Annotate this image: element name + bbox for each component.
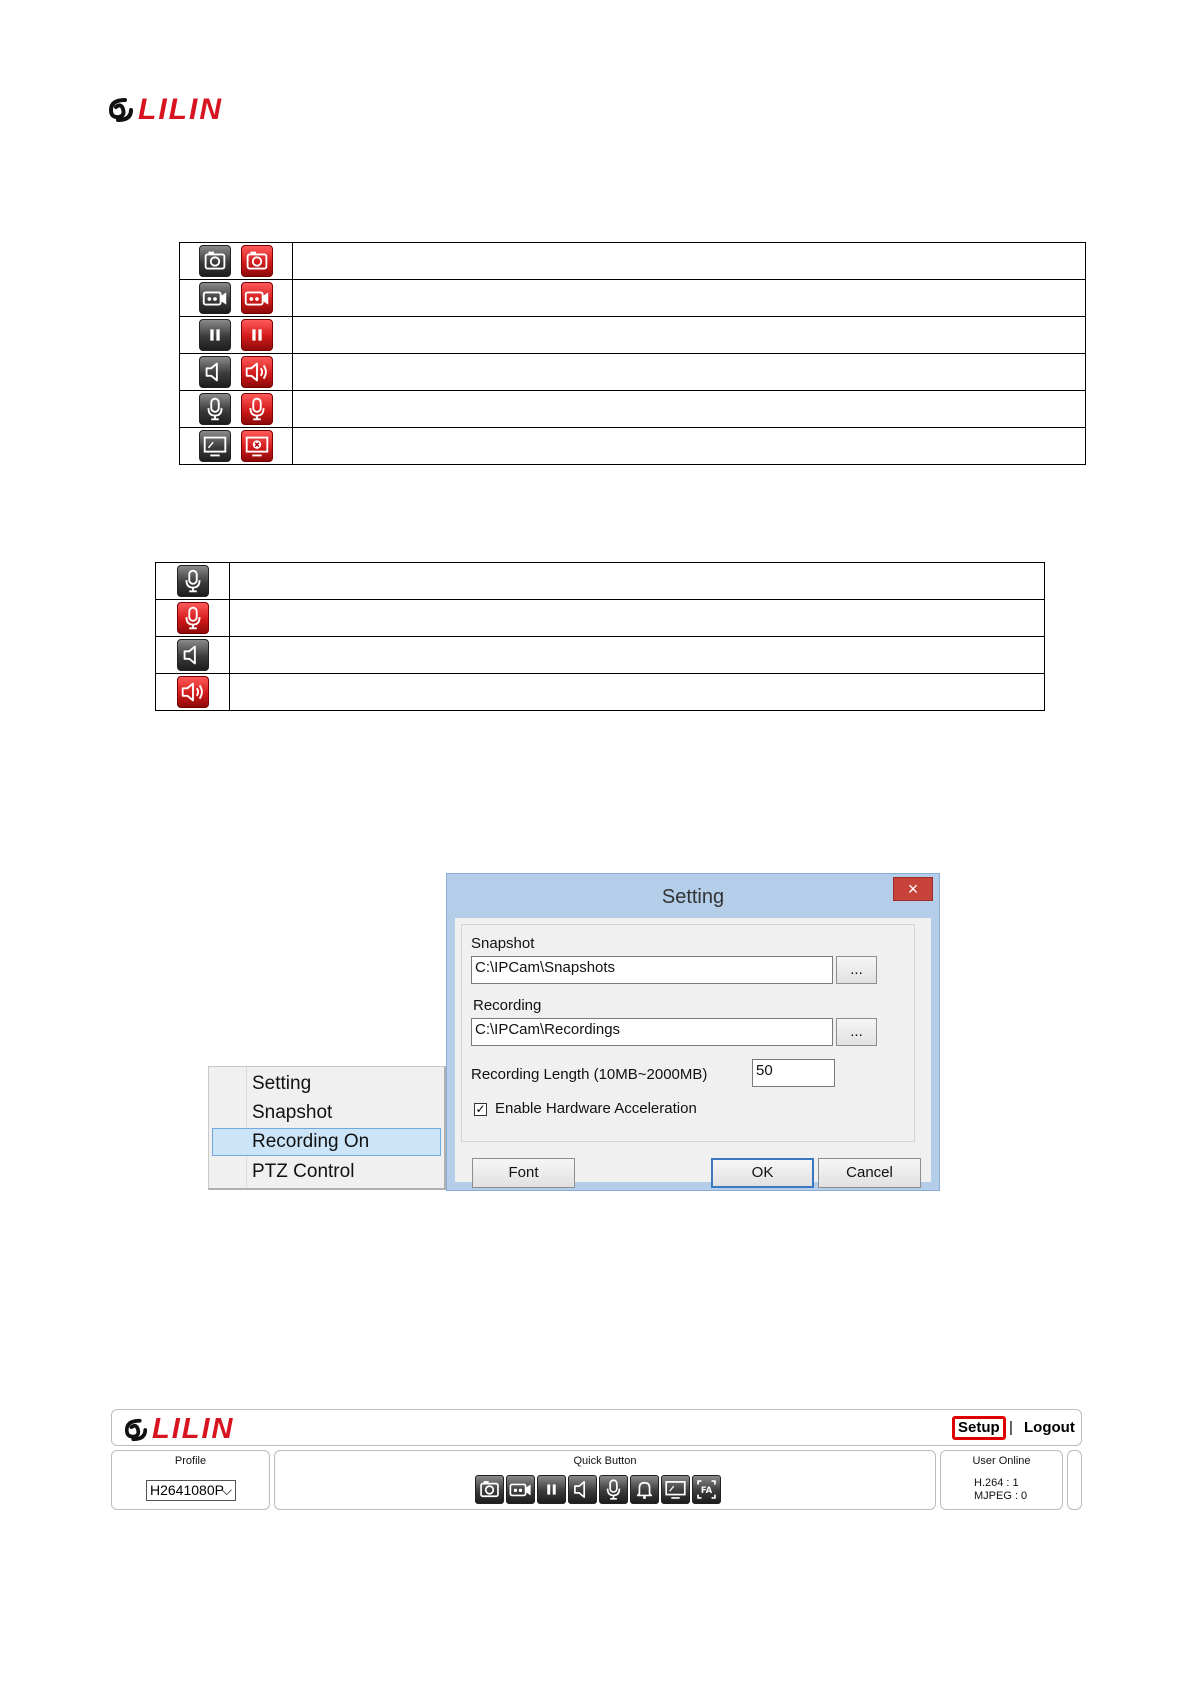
user-online-label: User Online xyxy=(972,1455,1031,1467)
table-row xyxy=(180,354,1086,391)
profile-select[interactable] xyxy=(146,1480,236,1501)
menu-item-ptz-control[interactable]: PTZ Control xyxy=(252,1161,355,1182)
toolbar-icons-table xyxy=(179,242,1086,465)
quick-button-panel xyxy=(274,1450,936,1510)
table-row xyxy=(180,243,1086,280)
ok-button[interactable]: OK xyxy=(711,1158,814,1188)
dialog-body xyxy=(455,918,931,1182)
bell-icon[interactable] xyxy=(630,1475,659,1504)
pause-icon xyxy=(199,319,231,351)
audio-icons-table xyxy=(155,562,1045,711)
user-online-panel xyxy=(940,1450,1063,1510)
snapshot-browse-button[interactable]: ... xyxy=(836,956,877,984)
profile-label: Profile xyxy=(174,1455,207,1467)
menu-item-snapshot[interactable]: Snapshot xyxy=(252,1102,333,1123)
user-online-h264: H.264 : 1 xyxy=(974,1477,1019,1489)
table-row xyxy=(180,280,1086,317)
table-row xyxy=(180,391,1086,428)
menu-item-recording-on[interactable]: Recording On xyxy=(212,1128,441,1156)
table-row xyxy=(156,674,1045,711)
recording-browse-button[interactable]: ... xyxy=(836,1018,877,1046)
menu-item-setting[interactable]: Setting xyxy=(252,1073,312,1094)
speaker-icon[interactable] xyxy=(568,1475,597,1504)
snapshot-label: Snapshot xyxy=(471,935,535,952)
link-separator: | xyxy=(1009,1419,1013,1436)
pause-icon[interactable] xyxy=(537,1475,566,1504)
hw-accel-checkbox[interactable]: ✓ xyxy=(475,1102,486,1116)
snapshot-icon[interactable] xyxy=(475,1475,504,1504)
record-icon[interactable] xyxy=(506,1475,535,1504)
table-row xyxy=(180,428,1086,465)
fullscreen-icon xyxy=(199,430,231,462)
profile-panel xyxy=(111,1450,270,1510)
table-row xyxy=(156,600,1045,637)
microphone-icon[interactable] xyxy=(599,1475,628,1504)
record-active-icon xyxy=(241,282,273,314)
setting-dialog xyxy=(446,873,940,1191)
table-row xyxy=(156,637,1045,674)
close-icon: × xyxy=(907,879,919,899)
quick-button-label: Quick Button xyxy=(573,1455,637,1467)
fullscreen-icon[interactable] xyxy=(661,1475,690,1504)
snapshot-path-input[interactable]: C:\IPCam\Snapshots xyxy=(471,956,833,984)
setup-link[interactable]: Setup xyxy=(952,1416,1006,1440)
web-header-bar xyxy=(111,1409,1082,1446)
recording-length-label: Recording Length (10MB~2000MB) xyxy=(471,1066,708,1083)
logo-text: LILIN xyxy=(152,1413,235,1445)
speaker-active-icon xyxy=(241,356,273,388)
speaker-off-icon xyxy=(177,639,209,671)
logout-link[interactable]: Logout xyxy=(1024,1419,1075,1436)
recording-length-input[interactable]: 50 xyxy=(752,1059,835,1087)
logo-text: LILIN xyxy=(138,93,223,126)
lilin-logo xyxy=(107,95,223,125)
user-online-mjpeg: MJPEG : 0 xyxy=(974,1490,1028,1502)
dialog-title: Setting xyxy=(661,886,725,908)
lilin-swirl-icon xyxy=(123,1418,149,1442)
dialog-close-button[interactable] xyxy=(893,877,933,901)
lilin-swirl-icon xyxy=(107,97,135,123)
extra-panel-edge xyxy=(1067,1450,1082,1510)
microphone-off-icon xyxy=(177,565,209,597)
pause-active-icon xyxy=(241,319,273,351)
recording-label: Recording xyxy=(473,997,542,1014)
context-menu xyxy=(208,1066,446,1190)
speaker-icon xyxy=(199,356,231,388)
table-row xyxy=(180,317,1086,354)
chevron-down-icon: ⌵ xyxy=(221,1482,232,1498)
record-icon xyxy=(199,282,231,314)
settings-group xyxy=(461,924,915,1142)
table-row xyxy=(156,563,1045,600)
speaker-on-icon xyxy=(177,676,209,708)
exit-fullscreen-icon xyxy=(241,430,273,462)
profile-select-value: H2641080P xyxy=(150,1482,224,1498)
recording-path-input[interactable]: C:\IPCam\Recordings xyxy=(471,1018,833,1046)
cancel-button[interactable]: Cancel xyxy=(818,1158,921,1188)
header-logo xyxy=(123,1415,235,1444)
snapshot-icon xyxy=(199,245,231,277)
hw-accel-label: Enable Hardware Acceleration xyxy=(495,1100,697,1117)
fa-icon[interactable] xyxy=(692,1475,721,1504)
microphone-active-icon xyxy=(241,393,273,425)
microphone-icon xyxy=(199,393,231,425)
quick-button-row xyxy=(474,1475,722,1504)
font-button[interactable]: Font xyxy=(472,1158,575,1188)
microphone-on-icon xyxy=(177,602,209,634)
snapshot-active-icon xyxy=(241,245,273,277)
